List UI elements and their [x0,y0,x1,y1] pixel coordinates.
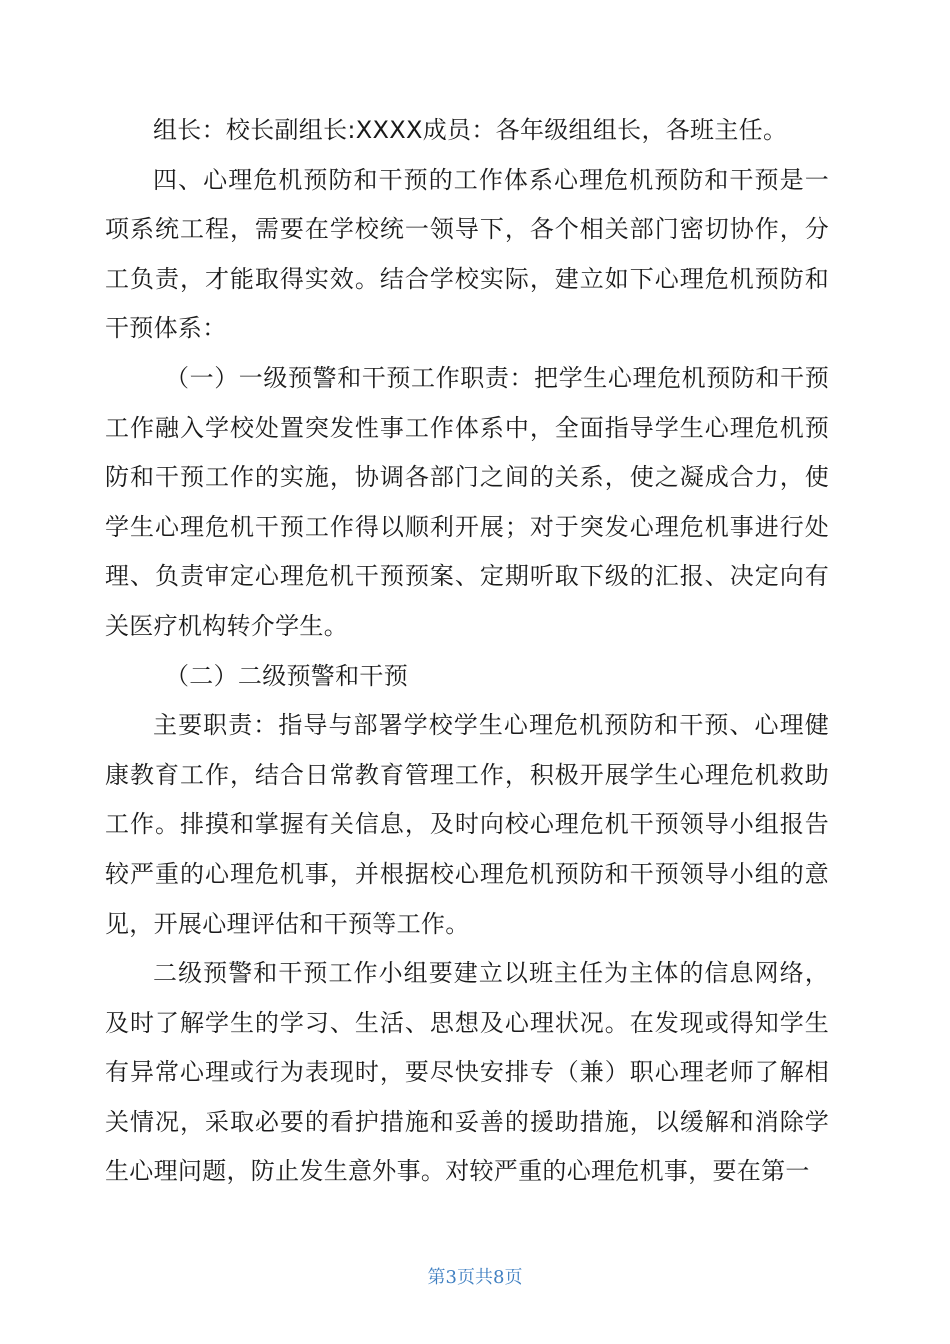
paragraph-level-two-heading: （二）二级预警和干预 [165,661,408,690]
page-number-footer: 第3页共8页 [427,1267,523,1288]
paragraph-level-two-team: 二级预警和干预工作小组要建立以班主任为主体的信息网络，及时了解学生的学习、生活、思想及心理状况。在发现或得知学生有异常心理或行为表现时，要尽快安排专（兼）职心理老师了解相关情况，采取必要的看护措施和妥善的援助措施，以缓解和消除学生心理问题，防止发生意外事。对较严重的心理危机事，要在第一 [105,959,829,1186]
paragraph-main-duties: 主要职责：指导与部署学校学生心理危机预防和干预、心理健康教育工作，结合日常教育管理工作，积极开展学生心理危机救助工作。排摸和掌握有关信息，及时向校心理危机干预领导小组报告较严重的心理危机事，并根据校心理危机预防和干预领导小组的意见，开展心理评估和干预等工作。 [105,711,829,938]
paragraph-level-one: （一）一级预警和干预工作职责：把学生心理危机预防和干预工作融入学校处置突发性事工作体系中，全面指导学生心理危机预防和干预工作的实施，协调各部门之间的关系，使之凝成合力，使学生心理危机干预工作得以顺利开展；对于突发心理危机事进行处理、负责审定心理危机干预预案、定期听取下级的汇报、决定向有关医疗机构转介学生。 [105,363,829,640]
document-body [105,106,829,1197]
paragraph-leadership: 组长：校长副组长:XXXX成员：各年级组组长，各班主任。 [153,116,788,144]
paragraph-section-four: 四、心理危机预防和干预的工作体系心理危机预防和干预是一项系统工程，需要在学校统一领导下，各个相关部门密切协作，分工负责，才能取得实效。结合学校实际，建立如下心理危机预防和干预体系： [105,165,829,343]
